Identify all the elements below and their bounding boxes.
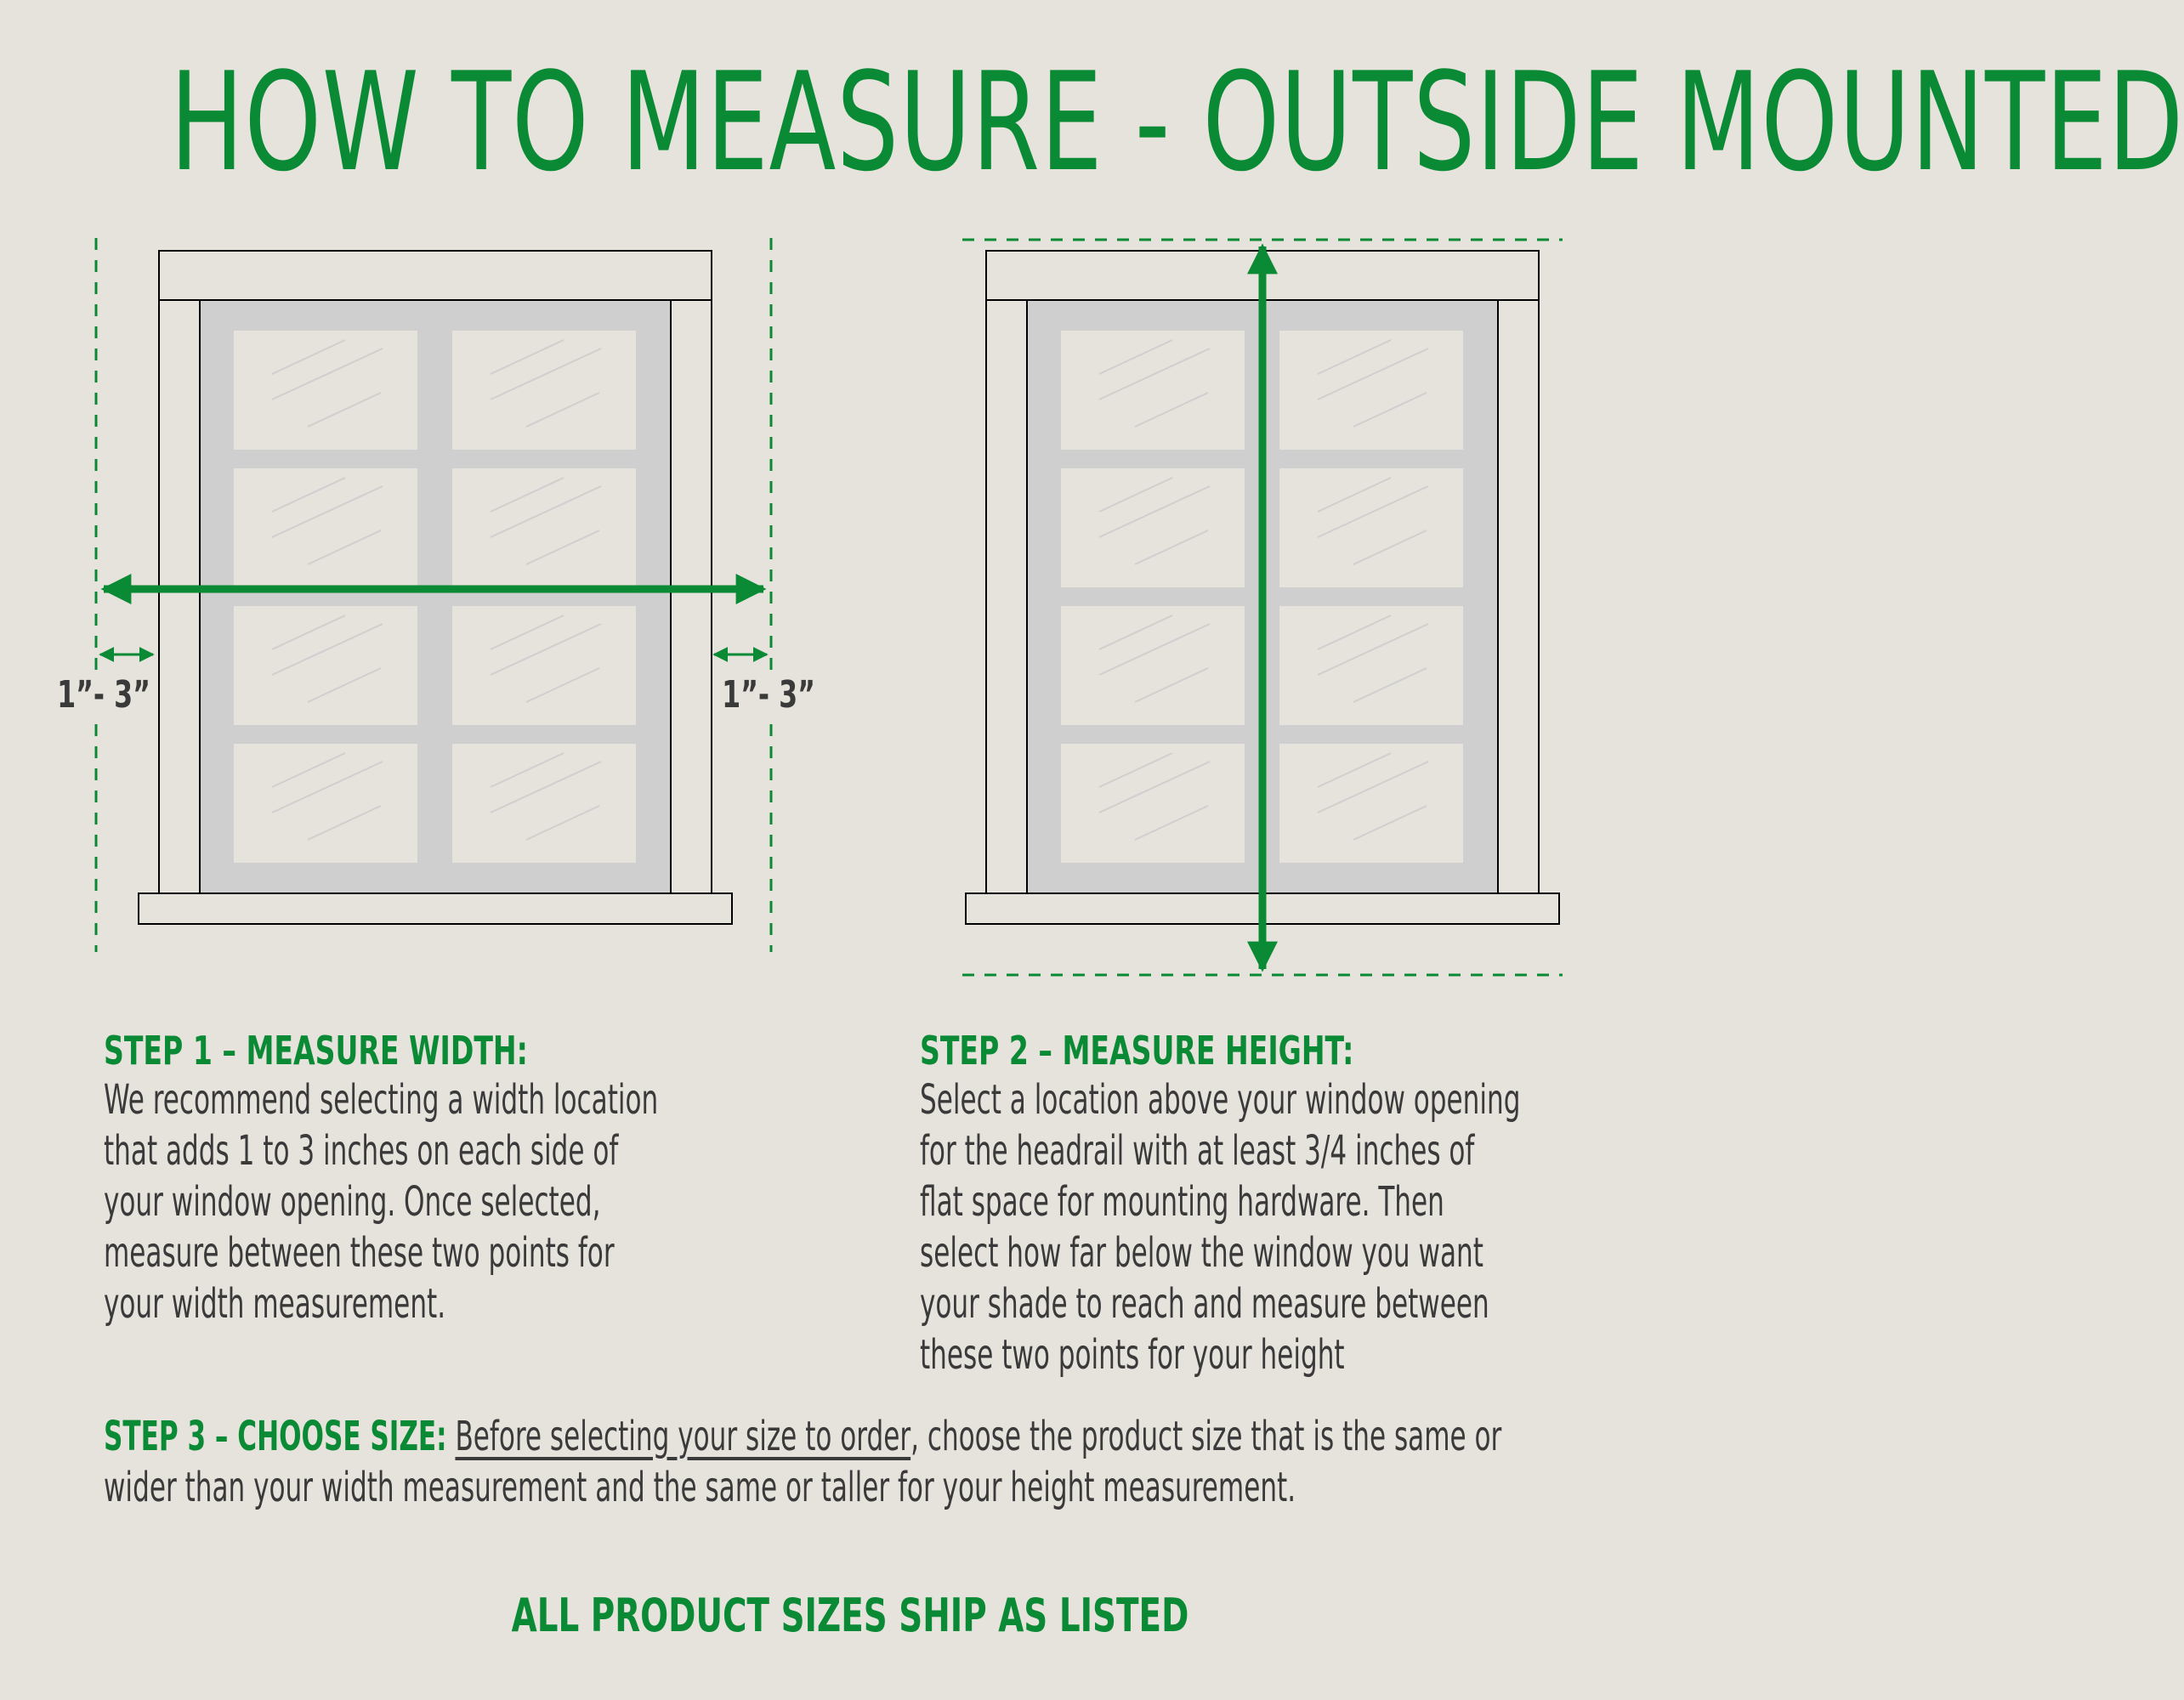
left-gap-label: 1”- 3” <box>57 673 150 717</box>
step3-body: , choose the product size that is the same or wider than your width measurement and the same or taller for your height measurement. <box>104 1413 1502 1511</box>
footer-note: ALL PRODUCT SIZES SHIP AS LISTED <box>511 1589 1189 1642</box>
step1-body: We recommend selecting a width location that adds 1 to 3 inches on each side of your window opening. Once selected, measure between these two points for your width measurement. <box>104 1076 659 1328</box>
step1-section <box>104 1027 1039 1329</box>
step3-heading: STEP 3 – CHOOSE SIZE: <box>104 1413 447 1460</box>
size-selection-link[interactable]: Before selecting your size to order <box>455 1413 911 1460</box>
page-title: HOW TO MEASURE - OUTSIDE MOUNTED <box>170 42 2184 201</box>
step2-heading: STEP 2 – MEASURE HEIGHT: <box>920 1028 1354 1074</box>
right-gap-label: 1”- 3” <box>722 673 815 717</box>
step2-body: Select a location above your window opening for the headrail with at least 3/4 inches of flat space for mounting hardware. Then select how far below the window you want your shade to reach and measure between these two points for your height <box>920 1076 1521 1379</box>
step3-section <box>104 1411 1512 1513</box>
step1-heading: STEP 1 – MEASURE WIDTH: <box>104 1028 528 1074</box>
step2-section <box>920 1027 1855 1380</box>
